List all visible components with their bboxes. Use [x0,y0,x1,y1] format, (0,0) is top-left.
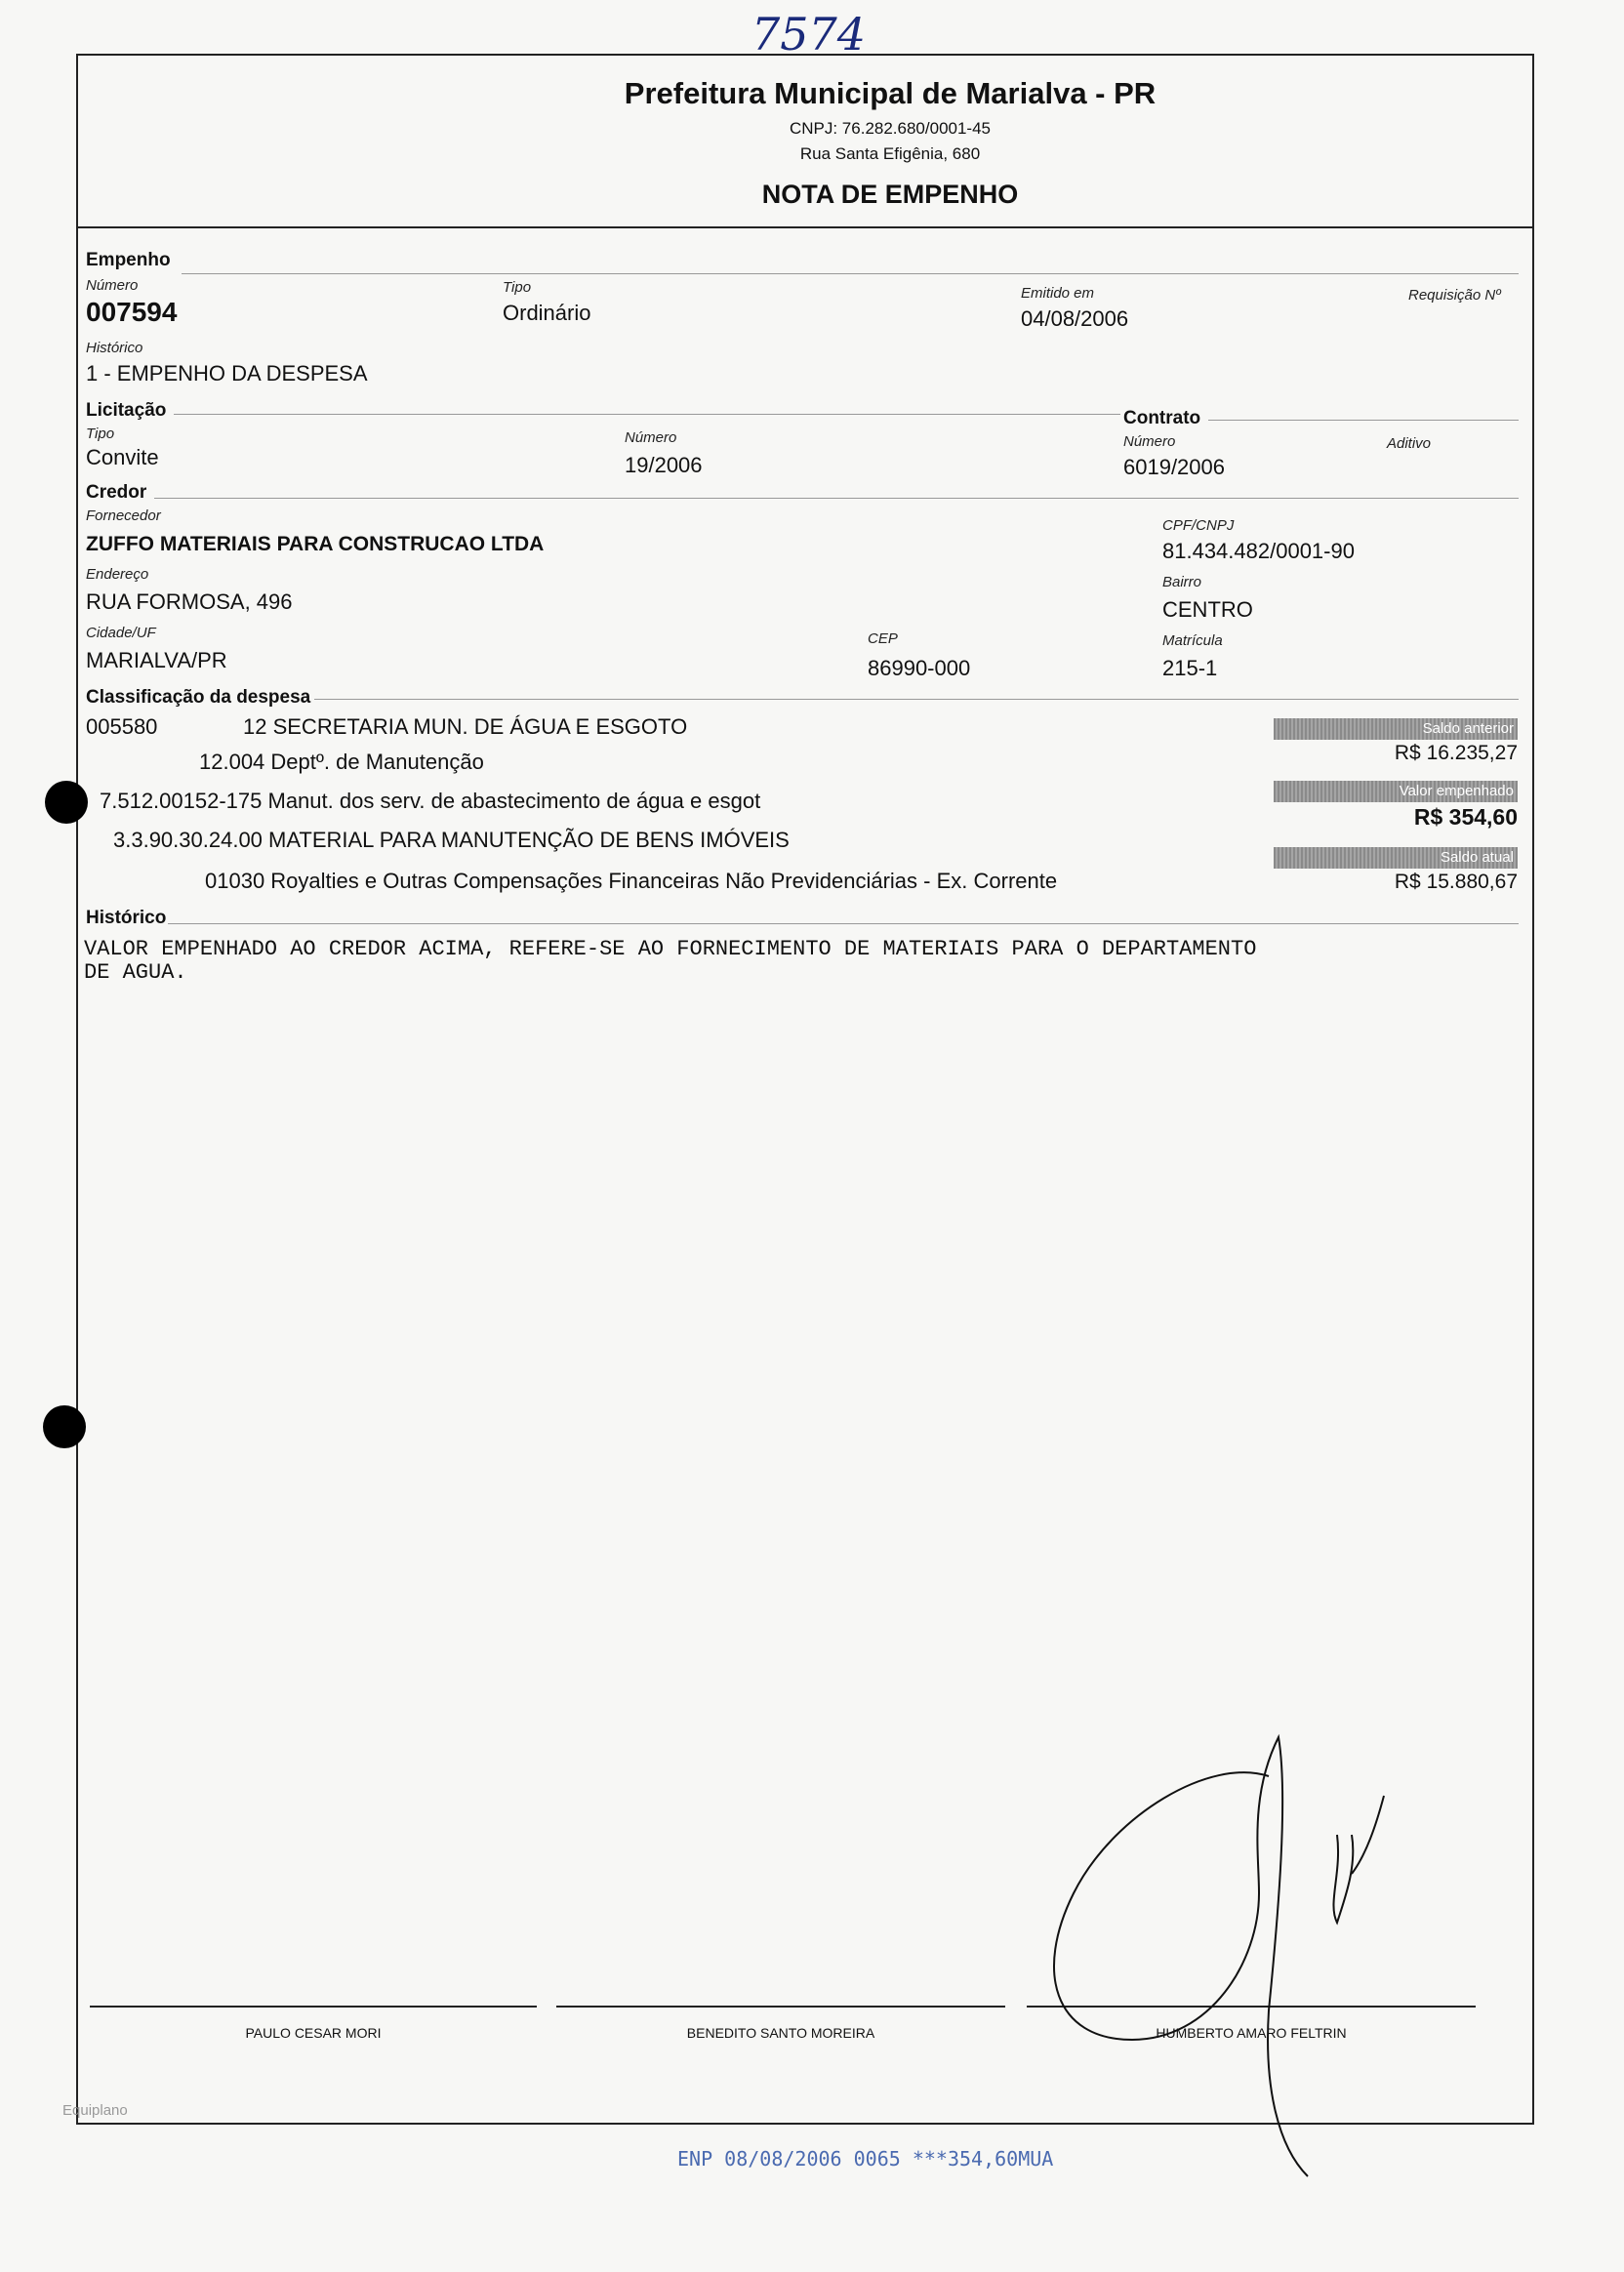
classificacao-rule [314,699,1519,700]
bairro-label: Bairro [1162,574,1202,590]
historico-line-2: DE AGUA. [84,960,187,985]
matricula-label: Matrícula [1162,632,1223,649]
classificacao-line-2: 12.004 Deptº. de Manutenção [199,750,484,774]
signature-line-1 [90,2006,537,2008]
contrato-rule [1208,420,1519,421]
classificacao-line-3: 7.512.00152-175 Manut. dos serv. de abastecimento de água e esgot [100,789,761,813]
punch-hole-top [45,781,88,824]
credor-rule [154,498,1519,499]
classificacao-line-1: 12 SECRETARIA MUN. DE ÁGUA E ESGOTO [243,714,688,739]
empenho-rule [182,273,1519,274]
signature-name-1: PAULO CESAR MORI [245,2025,382,2041]
valor-empenhado-label: Valor empenhado [1274,781,1518,802]
classificacao-line-5: 01030 Royalties e Outras Compensações Financeiras Não Previdenciárias - Ex. Corrente [205,869,1058,893]
empenho-numero-label: Número [86,277,139,294]
footer-brand: Equiplano [62,2102,128,2119]
empenho-tipo-label: Tipo [503,279,532,296]
contrato-numero-label: Número [1123,433,1176,450]
signature-line-2 [556,2006,1005,2008]
historico-section-label: Histórico [86,908,167,928]
classificacao-section-label: Classificação da despesa [86,687,311,708]
empenho-historico-label: Histórico [86,340,143,356]
licitacao-rule [174,414,1120,415]
page-title: Prefeitura Municipal de Marialva - PR [624,76,1157,110]
cep: 86990-000 [868,656,971,680]
licitacao-numero: 19/2006 [625,453,703,477]
aditivo-label: Aditivo [1387,435,1432,452]
fornecedor-label: Fornecedor [86,507,161,524]
empenho-section-label: Empenho [86,250,171,270]
saldo-anterior: R$ 16.235,27 [1394,742,1518,764]
empenho-historico: 1 - EMPENHO DA DESPESA [86,361,368,385]
historico-line-1: VALOR EMPENHADO AO CREDOR ACIMA, REFERE-SE AO FORNECIMENTO DE MATERIAIS PARA O DEPARTAMENTO [84,937,1257,961]
signature-name-3: HUMBERTO AMARO FELTRIN [1156,2025,1347,2041]
cidade-label: Cidade/UF [86,625,156,641]
licitacao-section-label: Licitação [86,400,167,421]
valor-empenhado: R$ 354,60 [1413,804,1518,830]
cpf-cnpj-label: CPF/CNPJ [1162,517,1235,534]
empenho-tipo: Ordinário [503,301,591,325]
saldo-atual: R$ 15.880,67 [1394,871,1518,893]
cidade: MARIALVA/PR [86,648,227,672]
address-line: Rua Santa Efigênia, 680 [799,144,981,163]
saldo-atual-label: Saldo atual [1274,847,1518,869]
matricula: 215-1 [1162,656,1218,680]
cep-label: CEP [868,630,898,647]
empenho-numero: 007594 [86,297,178,327]
handwritten-number: 7574 [751,8,867,61]
signature-name-2: BENEDITO SANTO MOREIRA [686,2025,875,2041]
licitacao-tipo: Convite [86,445,159,469]
licitacao-tipo-label: Tipo [86,426,115,442]
emitido-date: 04/08/2006 [1021,306,1129,331]
header-divider [76,226,1534,228]
requisicao-label: Requisição Nº [1408,287,1501,304]
cpf-cnpj: 81.434.482/0001-90 [1162,539,1355,563]
endereco: RUA FORMOSA, 496 [86,589,293,614]
historico-rule [168,923,1519,924]
contrato-section-label: Contrato [1123,408,1201,428]
classificacao-code: 005580 [86,714,158,739]
punch-hole-bottom [43,1405,86,1448]
credor-section-label: Credor [86,482,147,503]
fornecedor-name: ZUFFO MATERIAIS PARA CONSTRUCAO LTDA [86,533,545,555]
saldo-anterior-label: Saldo anterior [1274,718,1518,740]
handwritten-signature [1015,1718,1425,2186]
endereco-label: Endereço [86,566,149,583]
cnpj-line: CNPJ: 76.282.680/0001-45 [789,119,992,138]
document-title: NOTA DE EMPENHO [761,180,1019,209]
emitido-label: Emitido em [1021,285,1095,302]
contrato-numero: 6019/2006 [1123,455,1225,479]
classificacao-line-4: 3.3.90.30.24.00 MATERIAL PARA MANUTENÇÃO DE BENS IMÓVEIS [113,828,790,852]
bairro: CENTRO [1162,597,1253,622]
bottom-stamp: ENP 08/08/2006 0065 ***354,60MUA [677,2147,1054,2171]
licitacao-numero-label: Número [625,429,677,446]
